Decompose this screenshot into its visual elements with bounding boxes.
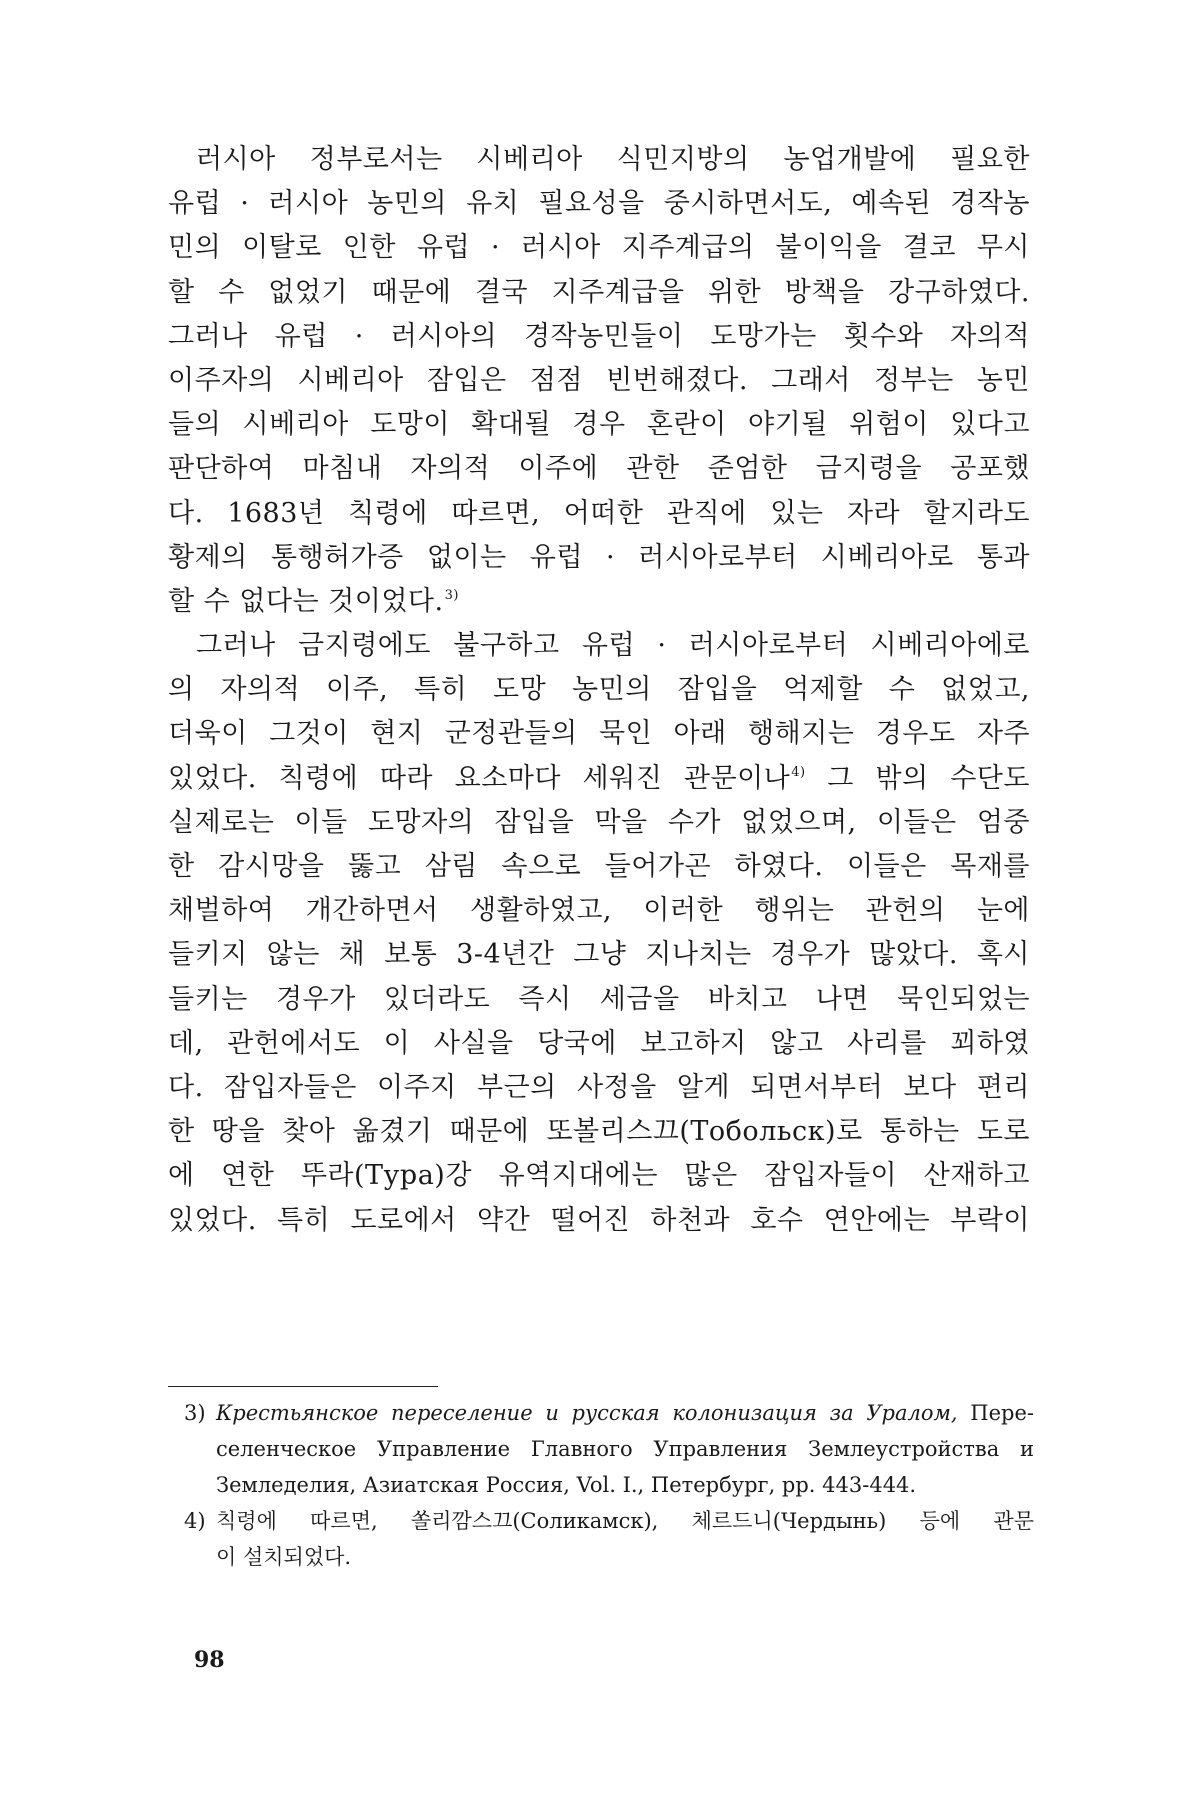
text-line: 그러나 금지령에도 불구하고 유럽 · 러시아로부터 시베리아에로 (196, 630, 1030, 662)
text-line: 러시아 정부로서는 시베리아 식민지방의 농업개발에 필요한 (196, 144, 1030, 175)
text-line: 에 연한 뚜라(Тура)강 유역지대에는 많은 잠입자들이 산재하고 (168, 1160, 1030, 1192)
footnote-4 (184, 1503, 1034, 1575)
text-line (168, 757, 1030, 801)
text-line: 들키지 않는 채 보통 3-4년간 그냥 지나치는 경우가 많았다. 혹시 (168, 939, 1030, 971)
footnote-line: селенческое Управление Главного Управления Землеустройства и (216, 1437, 1034, 1461)
text-line-content: 할 수 없다는 것이었다. (168, 585, 444, 617)
footnote-ref-3[interactable]: 3) (444, 587, 459, 603)
text-line: 채벌하여 개간하면서 생활하였고, 이러한 행위는 관헌의 눈에 (168, 895, 1030, 927)
footnote-text: Пере- (970, 1401, 1034, 1425)
text-line: 황제의 통행허가증 없이는 유럽 · 러시아로부터 시베리아로 통과 (168, 541, 1030, 573)
footnote-divider (168, 1386, 438, 1387)
text-line: 할 수 없었기 때문에 결국 지주계급을 위한 방책을 강구하였다. (168, 276, 1030, 308)
footnote-number: 3) (184, 1401, 206, 1425)
text-line: 있었다. 특히 도로에서 약간 떨어진 하천과 호수 연안에는 부락이 (168, 1204, 1030, 1236)
text-line: 한 땅을 찾아 옮겼기 때문에 또볼리스끄(Тобольск)로 통하는 도로 (168, 1116, 1030, 1148)
text-line: 유럽 · 러시아 농민의 유치 필요성을 중시하면서도, 예속된 경작농 (168, 188, 1030, 220)
footnotes (184, 1395, 1034, 1575)
text-line: 판단하여 마침내 자의적 이주에 관한 준엄한 금지령을 공포했 (168, 453, 1030, 485)
footnote-line: 칙령에 따르면, 쏠리깜스끄(Соликамск), 체르드니(Чердынь) 등에 관문 (216, 1509, 1034, 1533)
footnote-line (216, 1395, 1034, 1431)
text-line: 다. 1683년 칙령에 따르면, 어떠한 관직에 있는 자라 할지라도 (168, 497, 1030, 529)
main-text (168, 138, 1030, 1243)
text-line (168, 580, 1030, 624)
footnote-line: Земледелия, Азиатская Россия, Vol. I., Петербург, pp. 443-444. (216, 1473, 917, 1497)
text-line: 들키는 경우가 있더라도 즉시 세금을 바치고 나면 묵인되었는 (168, 983, 1030, 1015)
text-line: 그러나 유럽 · 러시아의 경작농민들이 도망가는 횟수와 자의적 (168, 320, 1030, 352)
text-line-tail: 그 밖의 수단도 (827, 762, 1030, 794)
text-line: 데, 관헌에서도 이 사실을 당국에 보고하지 않고 사리를 꾀하였 (168, 1027, 1030, 1059)
text-line: 한 감시망을 뚫고 삼림 속으로 들어가곤 하였다. 이들은 목재를 (168, 851, 1030, 882)
page-number: 98 (194, 1647, 225, 1673)
text-line: 의 자의적 이주, 특히 도망 농민의 잠입을 억제할 수 없었고, (168, 674, 1030, 706)
text-line: 들의 시베리아 도망이 확대될 경우 혼란이 야기될 위험이 있다고 (168, 409, 1030, 441)
footnote-line: 이 설치되었다. (216, 1545, 352, 1569)
text-line-content: 있었다. 칙령에 따라 요소마다 세워진 관문이나 (168, 762, 791, 794)
text-line: 다. 잠입자들은 이주지 부근의 사정을 알게 되면서부터 보다 편리 (168, 1071, 1030, 1103)
footnote-number: 4) (184, 1509, 206, 1533)
text-line: 더욱이 그것이 현지 군정관들의 묵인 아래 행해지는 경우도 자주 (168, 718, 1030, 750)
footnote-ref-4[interactable]: 4) (791, 764, 806, 780)
footnote-title: Крестьянское переселение и русская колонизация за Уралом, (216, 1401, 958, 1425)
footnote-3 (184, 1395, 1034, 1503)
text-line: 실제로는 이들 도망자의 잠입을 막을 수가 없었으며, 이들은 엄중 (168, 806, 1030, 838)
text-line: 이주자의 시베리아 잠입은 점점 빈번해졌다. 그래서 정부는 농민 (168, 364, 1030, 396)
text-line: 민의 이탈로 인한 유럽 · 러시아 지주계급의 불이익을 결코 무시 (168, 232, 1030, 264)
